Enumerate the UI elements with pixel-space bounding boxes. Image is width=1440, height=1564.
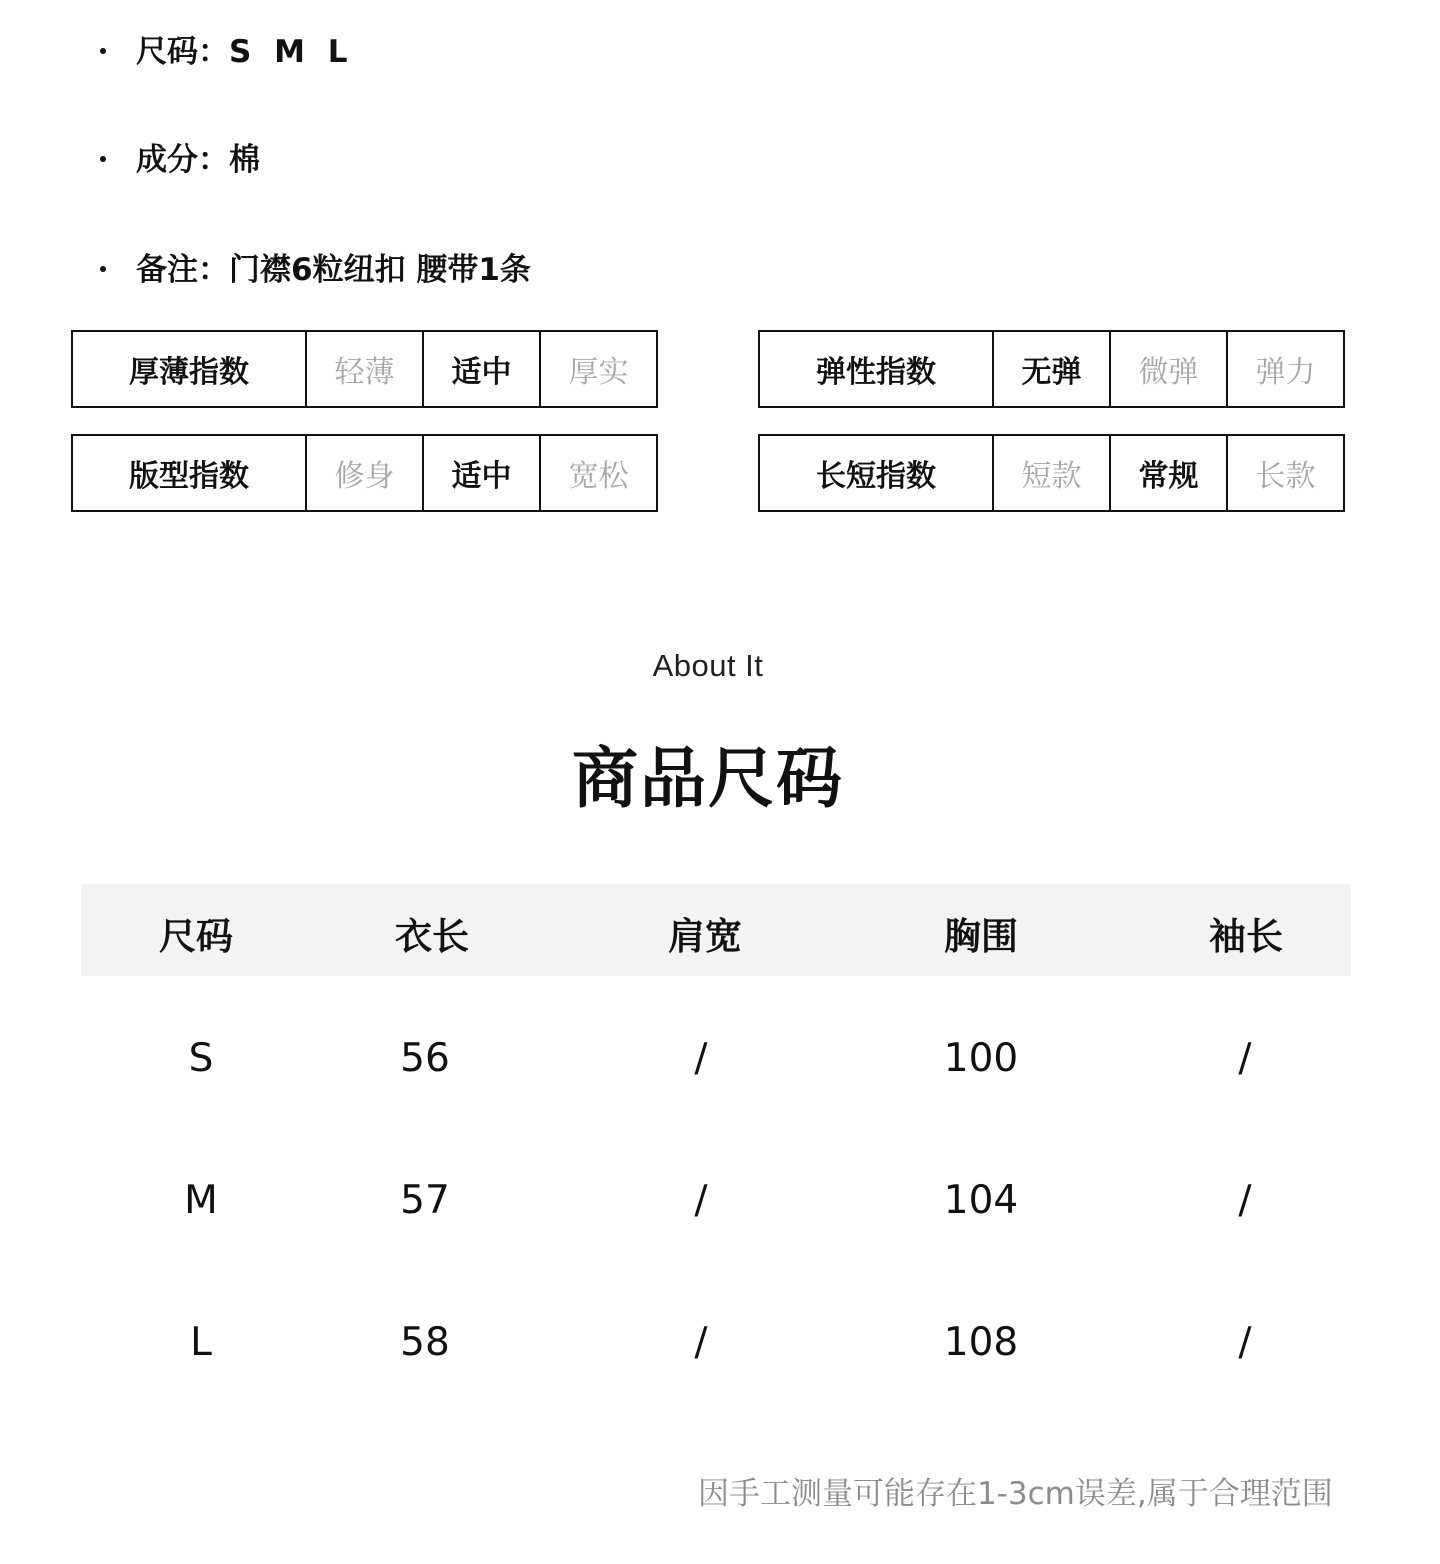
section-subtitle: About It	[652, 648, 764, 683]
section-title: 商品尺码	[572, 740, 844, 817]
size-cell: /	[1238, 1036, 1252, 1081]
size-cell: 57	[400, 1178, 450, 1223]
thickness-index	[71, 330, 658, 408]
index-option: 适中	[423, 331, 540, 407]
length-index	[758, 434, 1345, 512]
size-cell: 56	[400, 1036, 450, 1081]
size-cell: /	[694, 1178, 708, 1223]
index-option: 轻薄	[306, 331, 423, 407]
index-option: 无弹	[993, 331, 1110, 407]
bullet-icon	[100, 156, 106, 162]
size-header-cell: 肩宽	[668, 915, 742, 958]
index-option: 修身	[306, 435, 423, 511]
size-cell: S	[188, 1036, 214, 1081]
size-header-cell: 尺码	[159, 915, 233, 958]
index-name: 版型指数	[72, 435, 306, 511]
index-name: 厚薄指数	[72, 331, 306, 407]
elasticity-index	[758, 330, 1345, 408]
bullet-icon	[100, 266, 106, 272]
attribute-remark	[100, 244, 531, 289]
size-cell: 58	[400, 1320, 450, 1365]
attribute-label: 成分：	[136, 142, 229, 178]
size-header-cell: 袖长	[1209, 915, 1283, 958]
size-cell: M	[184, 1178, 218, 1223]
size-cell: /	[694, 1320, 708, 1365]
size-cell: 100	[943, 1036, 1019, 1081]
attribute-value: S M L	[229, 34, 354, 70]
index-option: 长款	[1227, 435, 1344, 511]
size-cell: 104	[943, 1178, 1019, 1223]
index-option: 弹力	[1227, 331, 1344, 407]
size-cell: 108	[943, 1320, 1019, 1365]
attribute-value: 棉	[229, 142, 260, 178]
attribute-label: 尺码：	[136, 34, 229, 70]
size-cell: /	[1238, 1178, 1252, 1223]
size-cell: L	[190, 1320, 212, 1365]
size-header-cell: 衣长	[395, 915, 469, 958]
index-option: 短款	[993, 435, 1110, 511]
index-option: 厚实	[540, 331, 657, 407]
index-name: 弹性指数	[759, 331, 993, 407]
fit-index	[71, 434, 658, 512]
measurement-note: 因手工测量可能存在1-3cm误差,属于合理范围	[698, 1476, 1333, 1512]
bullet-icon	[100, 48, 106, 54]
attribute-size	[100, 26, 354, 71]
size-cell: /	[694, 1036, 708, 1081]
size-header-cell: 胸围	[944, 915, 1018, 958]
index-option: 微弹	[1110, 331, 1227, 407]
index-name: 长短指数	[759, 435, 993, 511]
index-option: 常规	[1110, 435, 1227, 511]
index-option: 宽松	[540, 435, 657, 511]
attribute-label: 备注：	[136, 252, 229, 288]
attribute-value: 门襟6粒纽扣 腰带1条	[229, 252, 531, 288]
size-cell: /	[1238, 1320, 1252, 1365]
index-option: 适中	[423, 435, 540, 511]
attribute-composition	[100, 134, 260, 179]
